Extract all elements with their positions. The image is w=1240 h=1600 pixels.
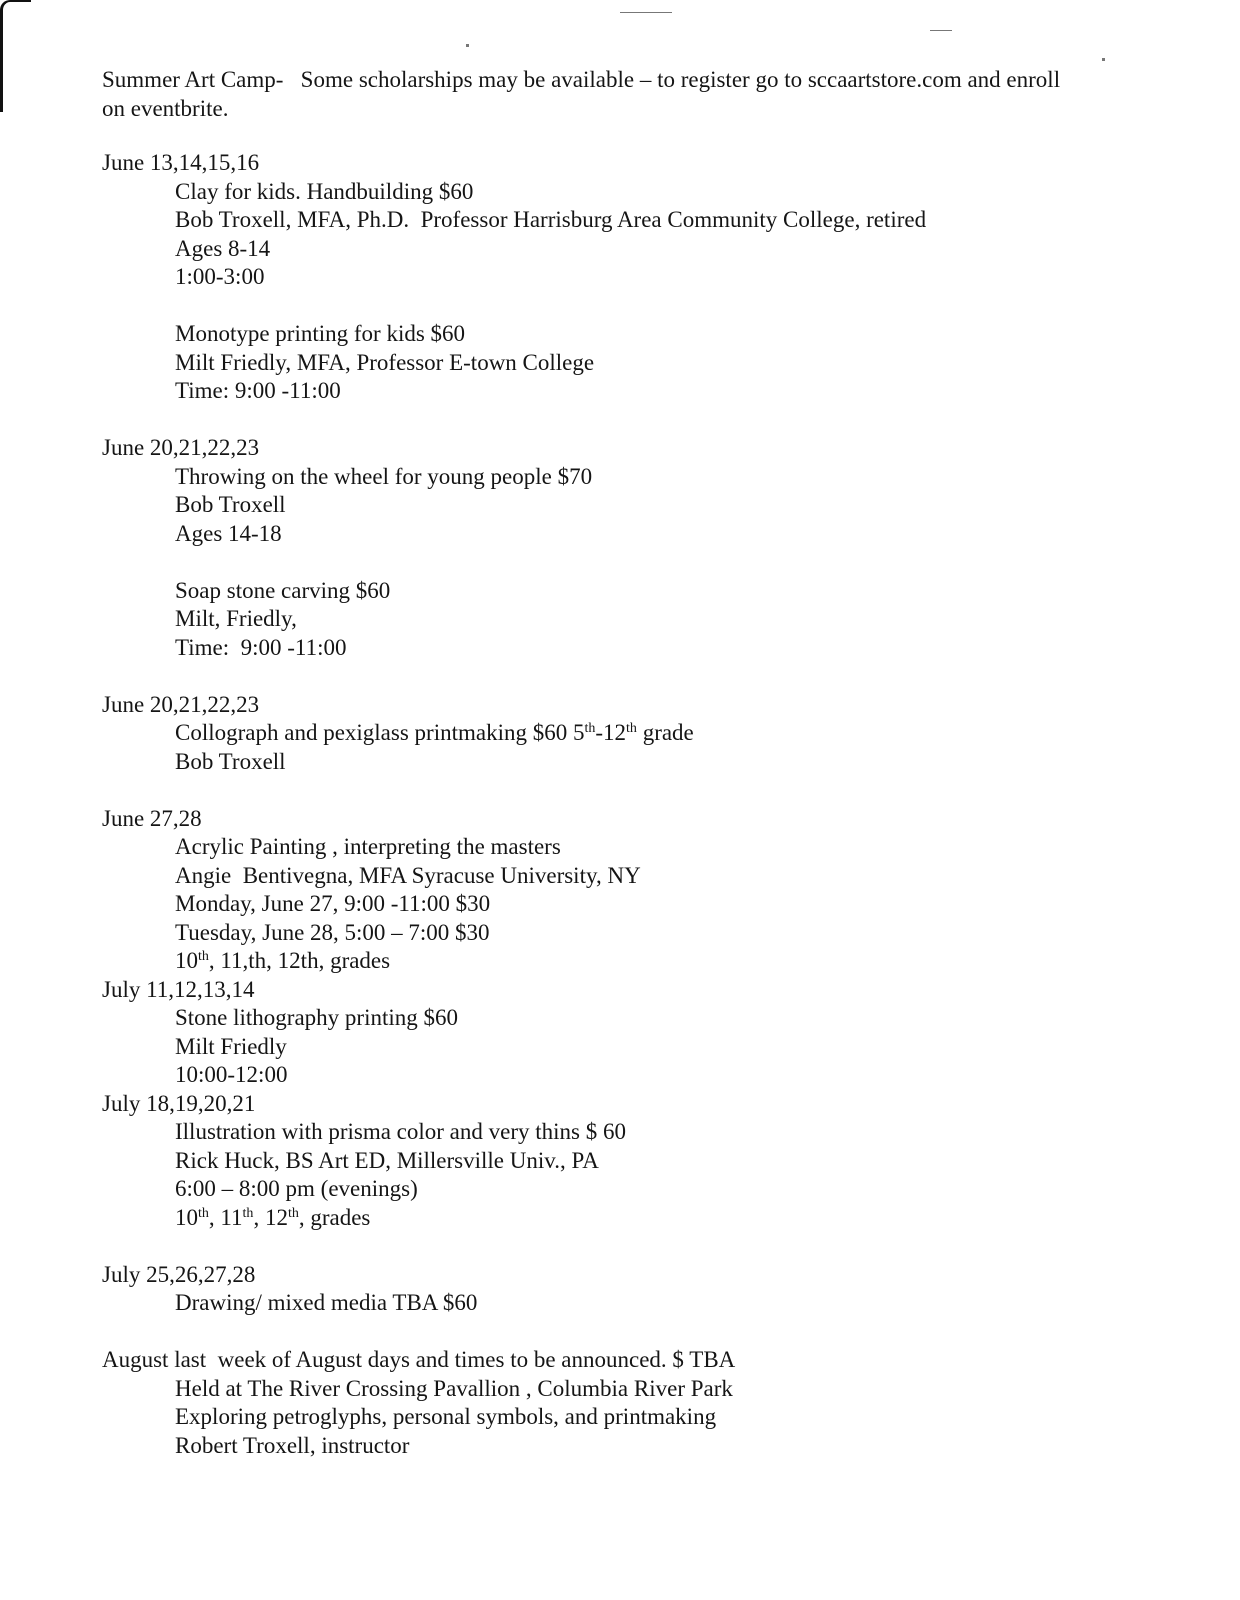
time: Tuesday, June 28, 5:00 – 7:00 $30 (175, 919, 490, 945)
session-date: July 18,19,20,21 (102, 1090, 256, 1116)
class-title: Throwing on the wheel for young people $70 (175, 463, 593, 489)
ordinal-suffix: th (626, 721, 637, 736)
location: Held at The River Crossing Pavallion , Columbia River Park (175, 1375, 733, 1401)
class-title-text: -12 (595, 720, 627, 745)
class-title: Clay for kids. Handbuilding $60 (175, 178, 474, 204)
instructor: Robert Troxell, instructor (175, 1432, 410, 1458)
scan-edge-mark (0, 0, 31, 112)
session-block (102, 1261, 1202, 1318)
instructor: Bob Troxell (175, 492, 286, 517)
session-date: July 25,26,27,28 (102, 1261, 256, 1287)
ages: Ages 8-14 (175, 235, 271, 261)
ages: Ages 14-18 (175, 520, 282, 546)
scan-speck (1102, 58, 1105, 61)
class-title: Stone lithography printing $60 (175, 1005, 459, 1030)
time: Monday, June 27, 9:00 -11:00 $30 (175, 891, 491, 916)
grades-text: 10 (175, 1204, 198, 1230)
time: 6:00 – 8:00 pm (evenings) (175, 1176, 418, 1201)
class-title: Exploring petroglyphs, personal symbols, and printmaking (175, 1404, 717, 1429)
session-date: June 20,21,22,23 (102, 691, 260, 717)
session-block (102, 1090, 1202, 1233)
session-block (102, 691, 1202, 777)
session-block (102, 805, 1202, 976)
grades-text: , 11,th, 12th, grades (208, 948, 391, 973)
grades-text: , grades (298, 1204, 371, 1230)
time: Time: 9:00 -11:00 (175, 378, 341, 403)
class-title: Acrylic Painting , interpreting the masters (175, 834, 561, 859)
session-date: June 13,14,15,16 (102, 150, 260, 175)
grades (175, 947, 1202, 976)
instructor: Milt, Friedly, (175, 606, 297, 631)
instructor: Angie Bentivegna, MFA Syracuse University, NY (175, 862, 641, 888)
scan-speck (620, 12, 672, 13)
time: 10:00-12:00 (175, 1062, 288, 1087)
class-title-text: grade (636, 720, 694, 745)
session-block (102, 434, 1202, 662)
class-title (175, 719, 1202, 748)
instructor: Milt Friedly (175, 1033, 287, 1059)
instructor: Milt Friedly, MFA, Professor E-town College (175, 349, 595, 375)
session-date: July 11,12,13,14 (102, 976, 255, 1002)
grades (175, 1204, 1202, 1233)
instructor: Rick Huck, BS Art ED, Millersville Univ., PA (175, 1147, 599, 1173)
class-title: Drawing/ mixed media TBA $60 (175, 1290, 478, 1315)
grades-text: 10 (175, 948, 198, 973)
intro-line: on eventbrite. (102, 95, 229, 121)
grades-text: , 11 (208, 1204, 243, 1230)
session-block (102, 1346, 1202, 1460)
ordinal-suffix: th (198, 1205, 209, 1221)
scan-speck (930, 30, 952, 31)
class-title-text: Collograph and pexiglass printmaking $60 5 (175, 720, 585, 745)
ordinal-suffix: th (287, 1205, 299, 1221)
class-title: Monotype printing for kids $60 (175, 321, 466, 346)
ordinal-suffix: th (584, 721, 596, 736)
class-title: Soap stone carving $60 (175, 577, 391, 603)
ordinal-suffix: th (242, 1205, 254, 1221)
schedule-document (102, 66, 1202, 1460)
time: 1:00-3:00 (175, 264, 265, 289)
session-date: June 20,21,22,23 (102, 435, 260, 460)
instructor: Bob Troxell (175, 748, 286, 774)
ordinal-suffix: th (198, 949, 209, 964)
time: Time: 9:00 -11:00 (175, 634, 347, 660)
instructor: Bob Troxell, MFA, Ph.D. Professor Harrisburg Area Community College, retired (175, 207, 927, 232)
session-date: August last week of August days and times to be announced. $ TBA (102, 1347, 736, 1372)
session-block (102, 976, 1202, 1090)
session-date: June 27,28 (102, 805, 202, 831)
class-title: Illustration with prisma color and very thins $ 60 (175, 1119, 626, 1144)
session-block (102, 149, 1202, 406)
scan-speck (466, 44, 469, 47)
grades-text: , 12 (253, 1204, 288, 1230)
intro-line: Summer Art Camp- Some scholarships may be available – to register go to sccaartstore.com and enroll (102, 67, 1061, 92)
intro-paragraph (102, 66, 1202, 123)
